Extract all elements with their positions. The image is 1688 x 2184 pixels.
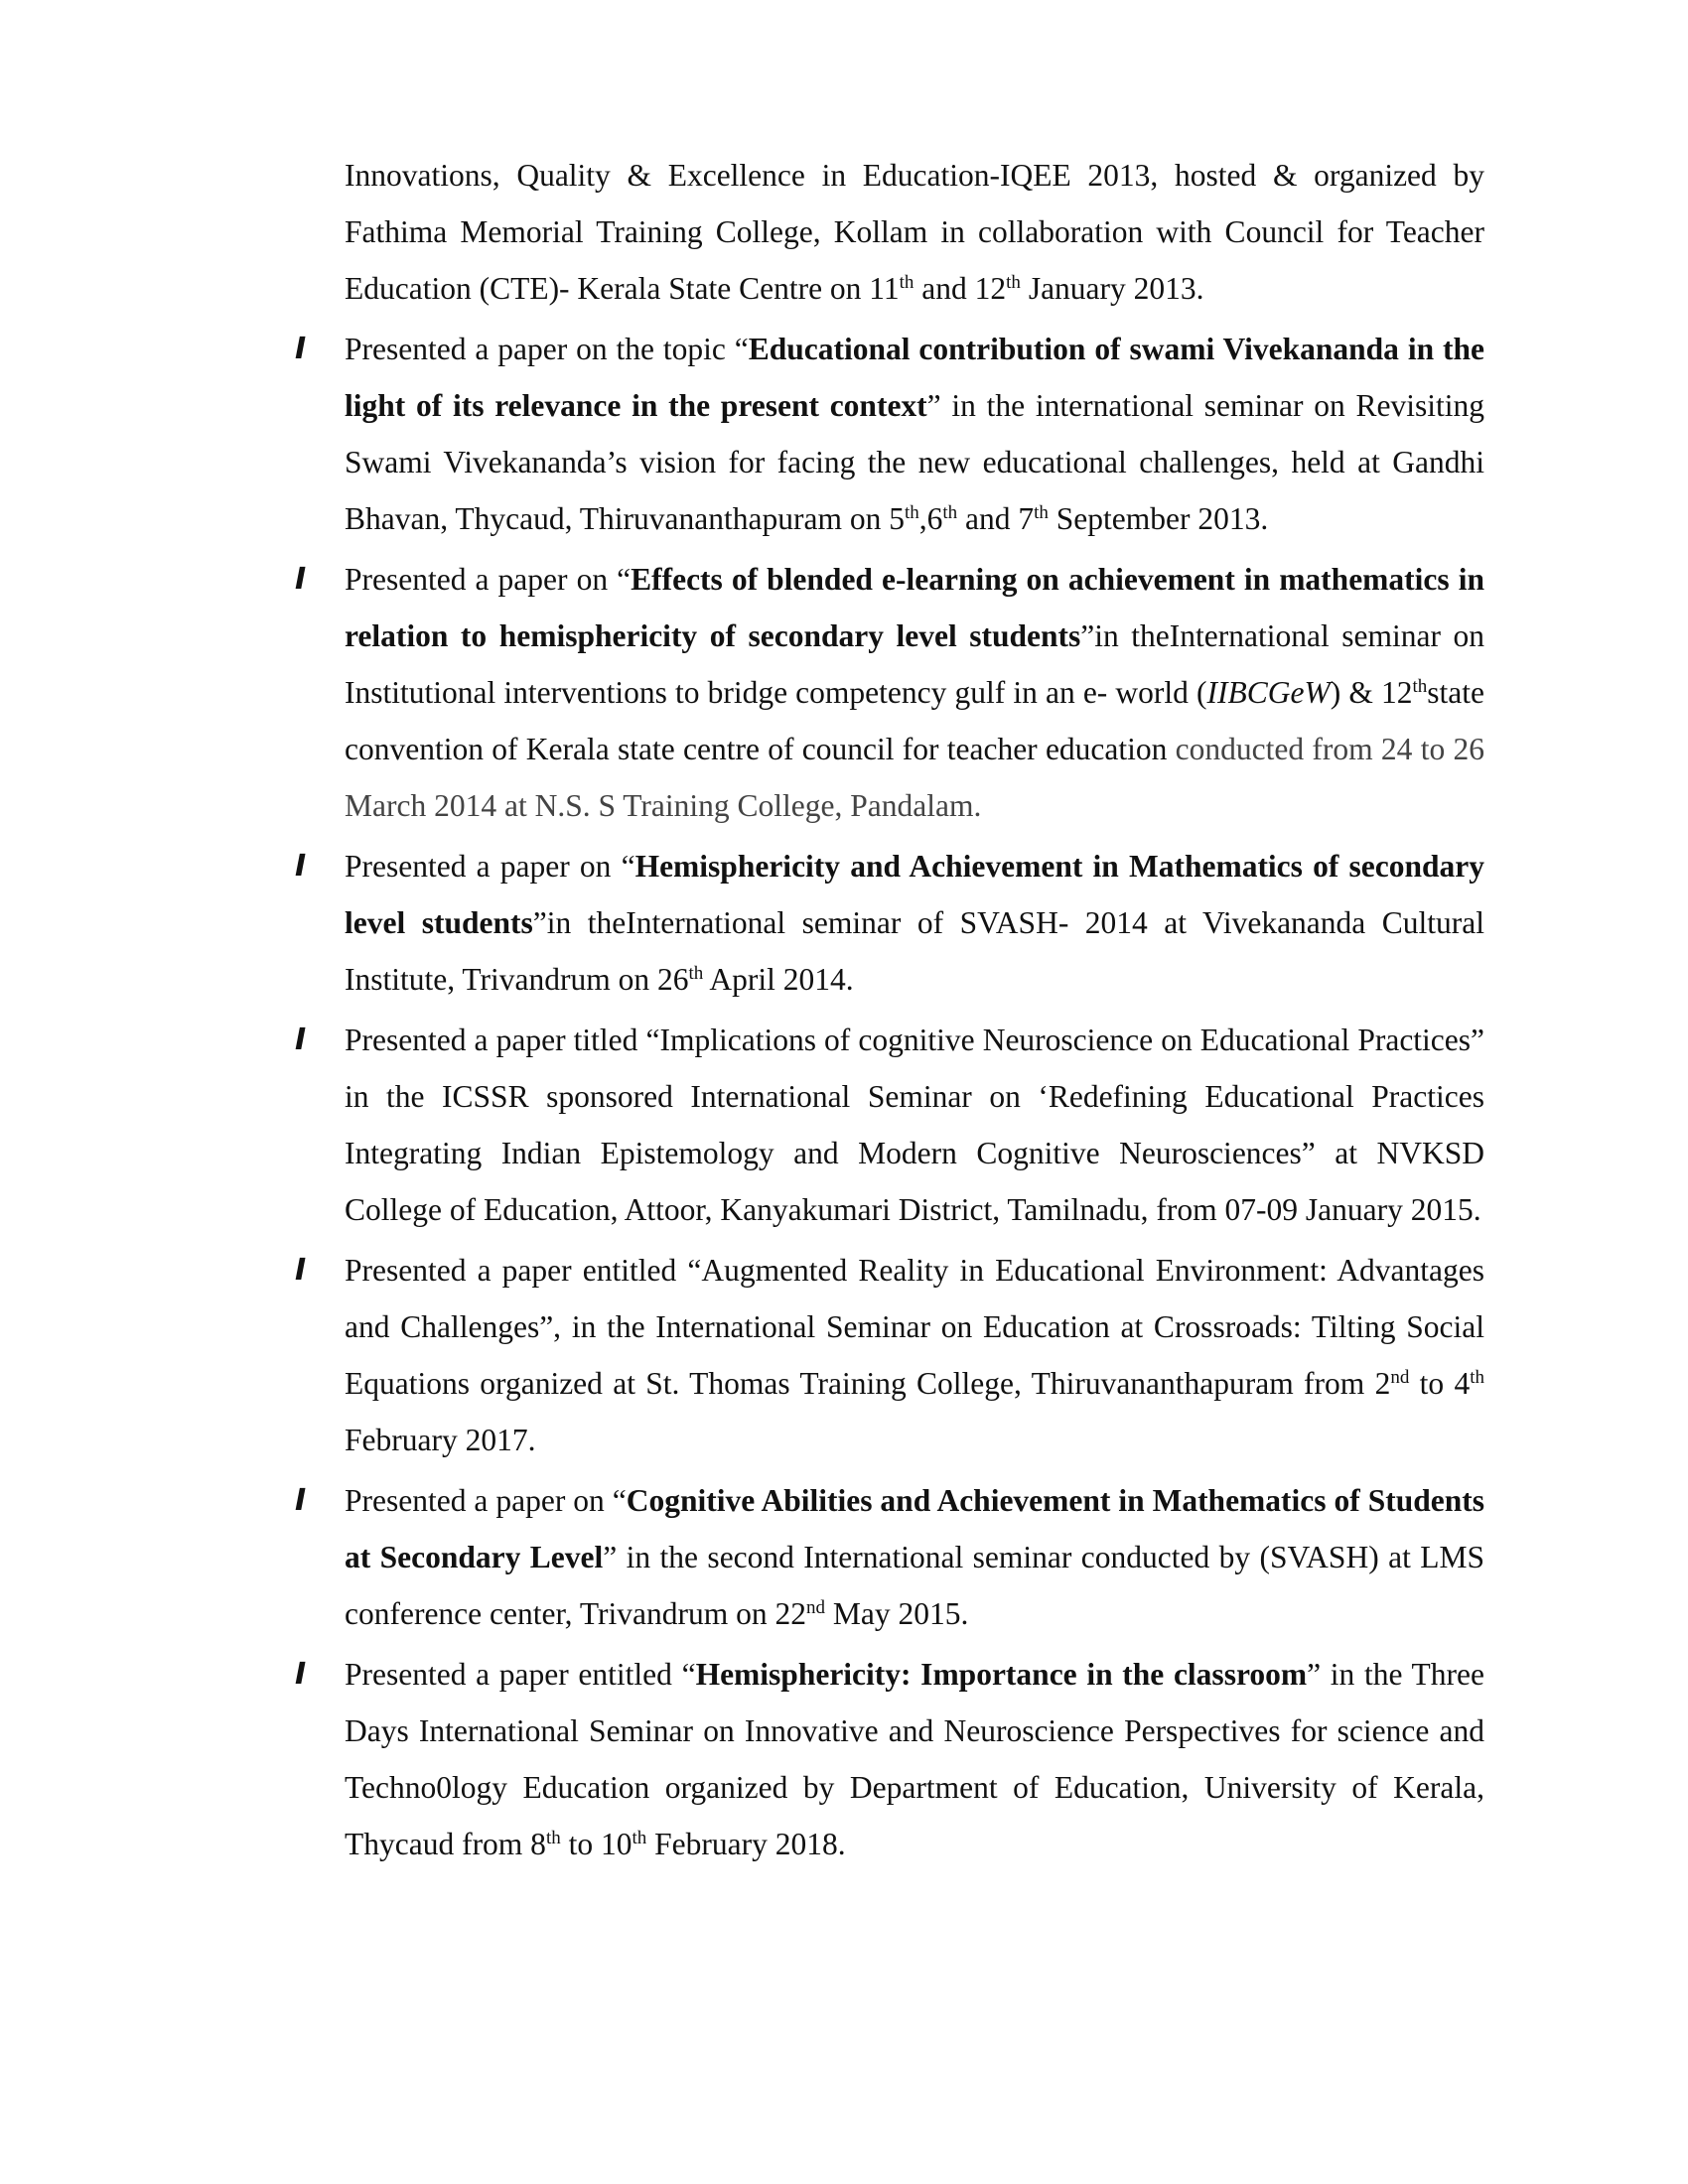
item-text-part: and 7 bbox=[957, 501, 1035, 536]
item-text bbox=[345, 551, 1484, 834]
item-text bbox=[345, 1472, 1484, 1642]
bullet-icon: I bbox=[295, 1253, 307, 1288]
list-item-augmented-reality bbox=[295, 1242, 1484, 1468]
superscript: th bbox=[904, 502, 919, 523]
item-text bbox=[345, 1242, 1484, 1468]
item-text-part: February 2018. bbox=[646, 1827, 846, 1861]
item-text-part: September 2013. bbox=[1048, 501, 1269, 536]
bullet-icon: I bbox=[295, 1657, 307, 1692]
item-text bbox=[345, 838, 1484, 1008]
item-text-part: Presented a paper on the topic “ bbox=[345, 332, 749, 366]
intro-text: Innovations, Quality & Excellence in Education-IQEE 2013, hosted & organized by Fathima Memorial Training College, Kollam in collaboration with Council for Teacher Education (CTE)- Kerala State Centre on 11 bbox=[345, 158, 1484, 306]
item-text-part: state convention of Kerala state centre of council for teacher education bbox=[345, 675, 1484, 766]
item-text-part: to 4 bbox=[1409, 1366, 1471, 1401]
item-text-part: ” in the Three Days International Seminar on Innovative and Neuroscience Perspectives for science and Techno0logy Education organized by Department of Education, University of Kerala, Thycaud from 8 bbox=[345, 1657, 1484, 1861]
superscript: th bbox=[545, 1828, 561, 1848]
paper-title: Educational contribution of swami Vivekananda in the light of its relevance in the present context bbox=[345, 332, 1484, 423]
superscript: th bbox=[1470, 1367, 1484, 1388]
superscript: th bbox=[688, 963, 704, 984]
superscript: th bbox=[1412, 676, 1428, 697]
superscript: th bbox=[899, 272, 914, 293]
item-text-part: Presented a paper entitled “ bbox=[345, 1657, 696, 1692]
paper-title: Cognitive Abilities and Achievement in Mathematics of Students at Secondary Level bbox=[345, 1483, 1484, 1574]
item-text-part: February 2017. bbox=[345, 1423, 536, 1457]
list-item-blended-elearning bbox=[295, 551, 1484, 834]
item-text-part: Presented a paper entitled “Augmented Reality in Educational Environment: Advantages and Challenges”, in the International Seminar on Education at Crossroads: Tilting Social Equations organized at St. Thomas Training College, Thiruvananthapuram from 2 bbox=[345, 1253, 1484, 1401]
item-text-part: Presented a paper on “ bbox=[345, 849, 635, 884]
list-item-hemisphericity-svash bbox=[295, 838, 1484, 1008]
superscript: th bbox=[632, 1828, 647, 1848]
text-column bbox=[295, 147, 1484, 1872]
list-item-hemisphericity-classroom bbox=[295, 1646, 1484, 1872]
item-text-part: ,6 bbox=[918, 501, 943, 536]
bullet-icon: I bbox=[295, 1023, 307, 1057]
item-text-part: ”in theInternational seminar on Institutional interventions to bridge competency gulf in an e- world ( bbox=[345, 618, 1484, 710]
italic-acronym: IIBCGeW bbox=[1206, 675, 1331, 710]
item-text-part: Presented a paper on “ bbox=[345, 1483, 627, 1518]
item-text-part: Presented a paper on “ bbox=[345, 562, 632, 597]
item-text-part: ” in the second International seminar conducted by (SVASH) at LMS conference center, Trivandrum on 22 bbox=[345, 1540, 1484, 1631]
paper-title: Hemisphericity and Achievement in Mathematics of secondary level students bbox=[345, 849, 1484, 940]
bullet-icon: I bbox=[295, 1483, 307, 1518]
item-text-part: ) & 12 bbox=[1330, 675, 1413, 710]
intro-text: and 12 bbox=[914, 271, 1007, 306]
intro-paragraph bbox=[345, 147, 1484, 317]
intro-text: January 2013. bbox=[1020, 271, 1204, 306]
list-item-vivekananda bbox=[295, 321, 1484, 547]
item-text-part: ”in theInternational seminar of SVASH- 2014 at Vivekananda Cultural Institute, Trivandrum on 26 bbox=[345, 905, 1484, 997]
item-text bbox=[345, 1012, 1484, 1238]
superscript: nd bbox=[805, 1597, 825, 1618]
paper-title: Hemisphericity: Importance in the classroom bbox=[695, 1657, 1308, 1692]
list-item-cognitive-neuroscience bbox=[295, 1012, 1484, 1238]
item-text-part: April 2014. bbox=[703, 962, 854, 997]
item-text-part: May 2015. bbox=[824, 1596, 969, 1631]
bullet-icon: I bbox=[295, 562, 307, 597]
grey-text: conducted from 24 to 26 March 2014 at N.S. S Training College, Pandalam. bbox=[345, 732, 1484, 823]
bullet-icon: I bbox=[295, 332, 307, 366]
item-text bbox=[345, 1646, 1484, 1872]
paper-title: Effects of blended e-learning on achievement in mathematics in relation to hemisphericity of secondary level students bbox=[345, 562, 1484, 653]
item-text-part: Presented a paper titled “Implications of cognitive Neuroscience on Educational Practices” in the ICSSR sponsored International Seminar on ‘Redefining Educational Practices Integrating Indian Epistemology and Modern Cognitive Neurosciences” at NVKSD College of Education, Attoor, Kanyakumari District, Tamilnadu, from 07-09 January 2015. bbox=[345, 1023, 1484, 1227]
superscript: th bbox=[942, 502, 958, 523]
item-text bbox=[345, 321, 1484, 547]
item-text-part: ” in the international seminar on Revisiting Swami Vivekananda’s vision for facing the new educational challenges, held at Gandhi Bhavan, Thycaud, Thiruvananthapuram on 5 bbox=[345, 388, 1484, 536]
list-item-cognitive-abilities bbox=[295, 1472, 1484, 1642]
superscript: th bbox=[1006, 272, 1021, 293]
item-text-part: to 10 bbox=[560, 1827, 633, 1861]
superscript: nd bbox=[1390, 1367, 1410, 1388]
bullet-icon: I bbox=[295, 849, 307, 884]
superscript: th bbox=[1034, 502, 1049, 523]
